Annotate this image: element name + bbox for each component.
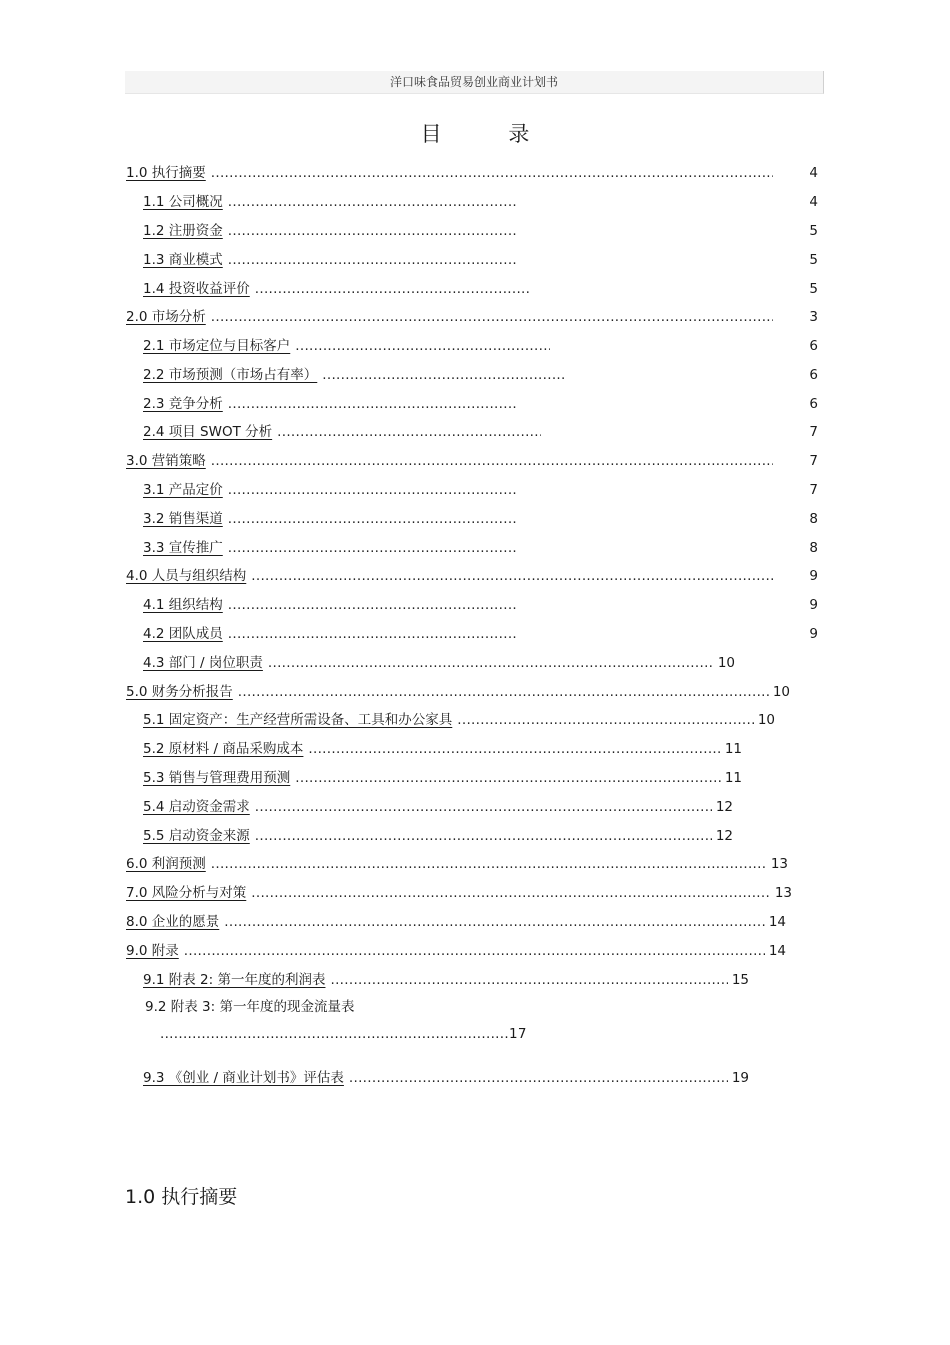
toc-entry-1-0[interactable] <box>126 162 818 184</box>
toc-entry-1-2[interactable] <box>143 220 818 242</box>
toc-entry-page: 5 <box>809 252 819 268</box>
toc-entry-page: 15 <box>731 972 749 988</box>
toc-entry-page: 13 <box>774 885 792 901</box>
toc-leader-dots <box>228 191 517 213</box>
toc-entry-label[interactable]: 5.0 财务分析报告 <box>126 684 233 700</box>
toc-entry-1-4[interactable] <box>143 278 818 300</box>
toc-entry-5-1[interactable] <box>143 709 775 731</box>
toc-leader-dots <box>228 393 517 415</box>
toc-entry-9-1[interactable] <box>143 969 749 991</box>
toc-entry-4-1[interactable] <box>143 594 818 616</box>
toc-entry-3-3[interactable] <box>143 537 818 559</box>
toc-entry-5-4[interactable] <box>143 796 733 818</box>
toc-entry-8-0[interactable] <box>126 911 786 933</box>
toc-entry-page: 14 <box>768 943 786 959</box>
toc-leader-dots <box>228 220 517 242</box>
toc-entry-page: 9 <box>809 626 819 642</box>
toc-leader-dots <box>251 882 771 904</box>
toc-entry-page: 7 <box>809 482 819 498</box>
toc-leader-dots <box>295 767 721 789</box>
toc-entry-4-3[interactable] <box>143 652 735 674</box>
toc-leader-dots <box>349 1067 728 1089</box>
toc-entry-6-0[interactable] <box>126 853 788 875</box>
toc-entry-label[interactable]: 2.2 市场预测（市场占有率） <box>143 367 318 383</box>
toc-entry-label[interactable]: 2.0 市场分析 <box>126 309 206 325</box>
toc-entry-page: 6 <box>809 396 819 412</box>
toc-leader-dots <box>211 162 774 184</box>
toc-entry-label[interactable]: 5.1 固定资产：生产经营所需设备、工具和办公家具 <box>143 712 453 728</box>
toc-entry-page: 11 <box>724 741 742 757</box>
toc-entry-5-2[interactable] <box>143 738 742 760</box>
toc-leader-dots <box>228 537 517 559</box>
toc-entry-page: 4 <box>809 165 818 181</box>
toc-entry-label[interactable]: 1.0 执行摘要 <box>126 165 206 181</box>
toc-entry-9-2-continuation[interactable] <box>160 1023 527 1045</box>
toc-entry-label[interactable]: 4.1 组织结构 <box>143 597 223 613</box>
toc-entry-5-5[interactable] <box>143 825 733 847</box>
toc-leader-dots <box>228 479 517 501</box>
toc-entry-label[interactable]: 2.4 项目 SWOT 分析 <box>143 424 273 440</box>
toc-entry-4-0[interactable] <box>126 565 818 587</box>
toc-leader-dots <box>211 306 774 328</box>
toc-entry-7-0[interactable] <box>126 882 792 904</box>
toc-entry-page: 8 <box>809 511 819 527</box>
toc-entry-page: 10 <box>757 712 775 728</box>
toc-entry-page: 19 <box>731 1070 749 1086</box>
toc-entry-label[interactable]: 9.0 附录 <box>126 943 179 959</box>
toc-entry-label[interactable]: 4.0 人员与组织结构 <box>126 568 247 584</box>
toc-leader-dots <box>308 738 720 760</box>
toc-leader-dots <box>184 940 765 962</box>
toc-leader-dots <box>211 450 774 472</box>
header-title: 洋口味食品贸易创业商业计划书 <box>389 75 558 89</box>
toc-entry-label[interactable]: 4.2 团队成员 <box>143 626 223 642</box>
toc-entry-2-1[interactable] <box>143 335 818 357</box>
toc-entry-page: 12 <box>715 799 733 815</box>
toc-entry-3-2[interactable] <box>143 508 818 530</box>
toc-entry-page: 6 <box>809 367 819 383</box>
toc-entry-2-3[interactable] <box>143 393 818 415</box>
toc-entry-page: 17 <box>508 1026 527 1042</box>
toc-entry-label[interactable]: 1.1 公司概况 <box>143 194 223 210</box>
toc-entry-page: 5 <box>809 223 819 239</box>
toc-entry-5-3[interactable] <box>143 767 742 789</box>
toc-entry-label[interactable]: 5.5 启动资金来源 <box>143 828 250 844</box>
toc-entry-label[interactable]: 6.0 利润预测 <box>126 856 206 872</box>
toc-entry-page: 9 <box>809 597 819 613</box>
toc-entry-4-2[interactable] <box>143 623 818 645</box>
toc-leader-dots <box>228 249 517 271</box>
toc-entry-label[interactable]: 9.1 附表 2: 第一年度的利润表 <box>143 972 326 988</box>
toc-entry-label[interactable]: 7.0 风险分析与对策 <box>126 885 247 901</box>
toc-entry-1-3[interactable] <box>143 249 818 271</box>
toc-entry-label[interactable]: 3.2 销售渠道 <box>143 511 223 527</box>
toc-entry-9-0[interactable] <box>126 940 786 962</box>
toc-entry-page: 13 <box>770 856 788 872</box>
toc-entry-page: 4 <box>809 194 819 210</box>
toc-entry-page: 8 <box>809 540 819 556</box>
toc-entry-page: 5 <box>809 281 819 297</box>
toc-entry-page: 6 <box>809 338 819 354</box>
toc-title: 目 录 <box>420 122 560 146</box>
toc-leader-dots <box>330 969 727 991</box>
toc-leader-dots <box>228 594 517 616</box>
toc-entry-9-2-label[interactable]: 9.2 附表 3: 第一年度的现金流量表 <box>145 999 355 1015</box>
toc-leader-dots <box>268 652 714 674</box>
toc-entry-label[interactable]: 3.0 营销策略 <box>126 453 206 469</box>
toc-entry-label[interactable]: 5.2 原材料 / 商品采购成本 <box>143 741 304 757</box>
toc-entry-label[interactable]: 1.2 注册资金 <box>143 223 223 239</box>
toc-leader-dots <box>255 278 530 300</box>
toc-entry-label[interactable]: 9.3 《创业 / 商业计划书》评估表 <box>143 1070 344 1086</box>
toc-entry-2-0[interactable] <box>126 306 818 328</box>
toc-entry-label[interactable]: 1.4 投资收益评价 <box>143 281 250 297</box>
page-header <box>125 71 824 94</box>
toc-entry-page: 14 <box>768 914 786 930</box>
toc-leader-dots: ............................................................................ <box>160 1026 509 1042</box>
toc-entry-label[interactable]: 4.3 部门 / 岗位职责 <box>143 655 263 671</box>
toc-leader-dots <box>322 364 564 386</box>
toc-entry-page: 10 <box>717 655 735 671</box>
toc-leader-dots <box>224 911 765 933</box>
toc-entry-page: 3 <box>809 309 818 325</box>
toc-entry-2-2[interactable] <box>143 364 818 386</box>
toc-entry-3-0[interactable] <box>126 450 818 472</box>
toc-entry-1-1[interactable] <box>143 191 818 213</box>
toc-entry-label[interactable]: 1.3 商业模式 <box>143 252 223 268</box>
toc-entry-label[interactable]: 8.0 企业的愿景 <box>126 914 220 930</box>
toc-entry-5-0[interactable] <box>126 681 790 703</box>
toc-leader-dots <box>277 421 541 443</box>
toc-leader-dots <box>228 623 517 645</box>
toc-entry-page: 7 <box>809 453 818 469</box>
toc-leader-dots <box>255 796 712 818</box>
toc-entry-page: 9 <box>809 568 818 584</box>
toc-leader-dots <box>295 335 550 357</box>
toc-leader-dots <box>238 681 769 703</box>
toc-entry-label[interactable]: 2.1 市场定位与目标客户 <box>143 338 291 354</box>
toc-entry-label[interactable]: 3.1 产品定价 <box>143 482 223 498</box>
toc-entry-page: 7 <box>809 424 819 440</box>
toc-leader-dots <box>251 565 773 587</box>
toc-leader-dots <box>211 853 767 875</box>
toc-entry-label[interactable]: 2.3 竞争分析 <box>143 396 223 412</box>
toc-entry-2-4[interactable] <box>143 421 818 443</box>
toc-entry-label[interactable]: 3.3 宣传推广 <box>143 540 223 556</box>
toc-leader-dots <box>255 825 712 847</box>
toc-entry-3-1[interactable] <box>143 479 818 501</box>
toc-leader-dots <box>457 709 754 731</box>
toc-entry-label[interactable]: 5.4 启动资金需求 <box>143 799 250 815</box>
section-heading: 1.0 执行摘要 <box>125 1186 238 1208</box>
toc-entry-page: 11 <box>724 770 742 786</box>
toc-entry-9-3[interactable] <box>143 1067 749 1089</box>
toc-leader-dots <box>228 508 517 530</box>
toc-entry-page: 12 <box>715 828 733 844</box>
toc-entry-label[interactable]: 5.3 销售与管理费用预测 <box>143 770 291 786</box>
toc-entry-page: 10 <box>772 684 790 700</box>
